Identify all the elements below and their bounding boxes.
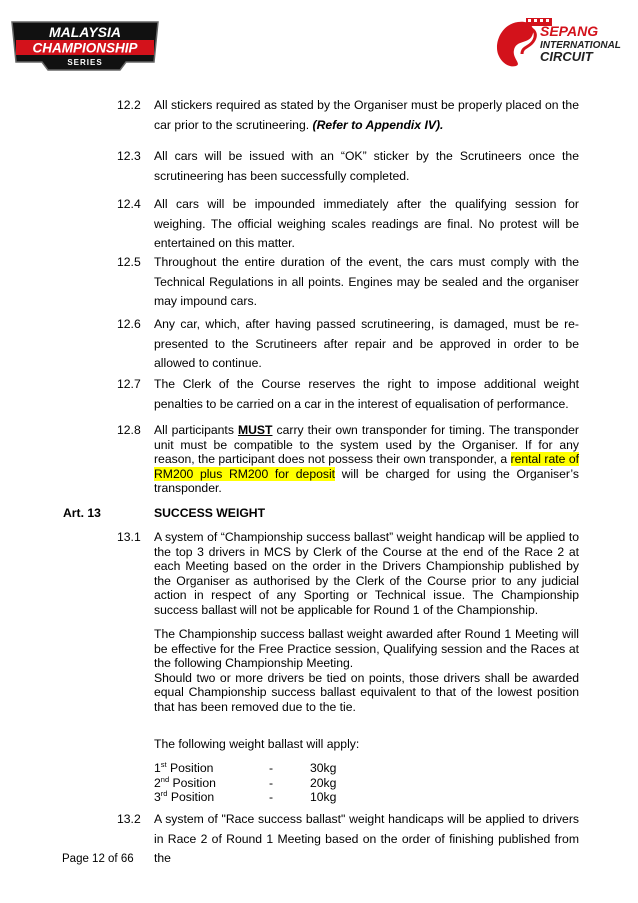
ballast-weight: 20kg (310, 776, 337, 790)
clause-number: 13.1 (117, 530, 141, 544)
logo-left-line2: CHAMPIONSHIP (32, 40, 138, 56)
clause-text: All cars will be impounded immediately after the qualifying session for weighing. The official weighing scales readings are final. No protest will be entertained on this matter. (154, 197, 579, 250)
clause-number: 12.3 (117, 149, 141, 163)
logo-left-line1: MALAYSIA (48, 24, 122, 40)
sepang-international-circuit-logo (492, 14, 624, 70)
dash: - (269, 790, 274, 804)
page-number: Page 12 of 66 (62, 853, 134, 865)
clause-text: All stickers required as stated by the Organiser must be properly placed on the car prior to the scrutineering. (Refer to Appendix IV). (154, 98, 579, 132)
logo-right-line2: INTERNATIONAL (540, 40, 621, 51)
article-title: SUCCESS WEIGHT (154, 506, 266, 520)
clause-text: The Clerk of the Course reserves the right to impose additional weight penalties to be carried on a car in the interest of equalisation of performance. (154, 377, 579, 411)
dash: - (269, 761, 274, 775)
clause-text: A system of “Championship success ballast” weight handicap will be applied to the top 3 drivers in MCS by Clerk of the Course at the end of the Race 2 at each Meeting based on the order in the Drivers Championship published by the Organiser as authorised by the Clerk of the Course prior to any judicial action in respect of any Sporting or Technical issue. The Championship success ballast will not be applicable for Round 1 of the Championship. (154, 530, 579, 617)
position-label: 2nd Position (154, 774, 216, 790)
clause-text: All cars will be issued with an “OK” sticker by the Scrutineers once the scrutineering has been successfully completed. (154, 149, 579, 183)
article-label: Art. 13 (63, 506, 101, 520)
clause-number: 12.2 (117, 98, 141, 112)
clause-number: 12.5 (117, 255, 141, 269)
clause-number: 12.4 (117, 197, 141, 211)
ballast-weight: 30kg (310, 761, 337, 775)
clause-text: The Championship success ballast weight awarded after Round 1 Meeting will be effective for the Free Practice session, Qualifying session and the Races at the following Championship Meeting. Should two or more drivers be tied on points, those drivers shall be awarded equal Championship success ballast equivalent to that of the lowest position that has been removed due to the tie. (154, 627, 579, 714)
clause-text: A system of "Race success ballast" weight handicaps will be applied to drivers in Race 2 of Round 1 Meeting based on the order of finishing published from the (154, 812, 579, 865)
logo-right-line1: SEPANG (540, 23, 599, 39)
ballast-weight: 10kg (310, 790, 337, 804)
clause-number: 12.6 (117, 317, 141, 331)
clause-text: All participants MUST carry their own transponder for timing. The transponder unit must be compatible to the system used by the Organiser. If for any reason, the participant does not possess their own transponder, a rental rate of RM200 plus RM200 for deposit will be charged for using the Organiser’s transponder. (154, 423, 579, 496)
appendix-reference: (Refer to Appendix IV). (312, 117, 444, 132)
clause-text: Throughout the entire duration of the event, the cars must comply with the Technical Regulations in all points. Engines may be sealed and the organiser may impound cars. (154, 255, 579, 308)
logo-right-line3: CIRCUIT (540, 49, 593, 64)
clause-number: 13.2 (117, 812, 141, 826)
position-label: 1st Position (154, 759, 214, 775)
clause-text: Any car, which, after having passed scrutineering, is damaged, must be re-presented to the Scrutineers after repair and be approved in order to be allowed to continue. (154, 317, 579, 370)
dash: - (269, 776, 274, 790)
position-label: 3rd Position (154, 788, 215, 804)
must-emphasis: MUST (237, 423, 273, 437)
clause-number: 12.7 (117, 377, 141, 391)
malaysia-championship-series-logo (8, 12, 163, 72)
highlighted-rental-rate: rental rate of RM200 plus RM200 for deposit (154, 452, 579, 481)
clause-number: 12.8 (117, 423, 141, 437)
logo-left-line3: SERIES (67, 58, 103, 67)
